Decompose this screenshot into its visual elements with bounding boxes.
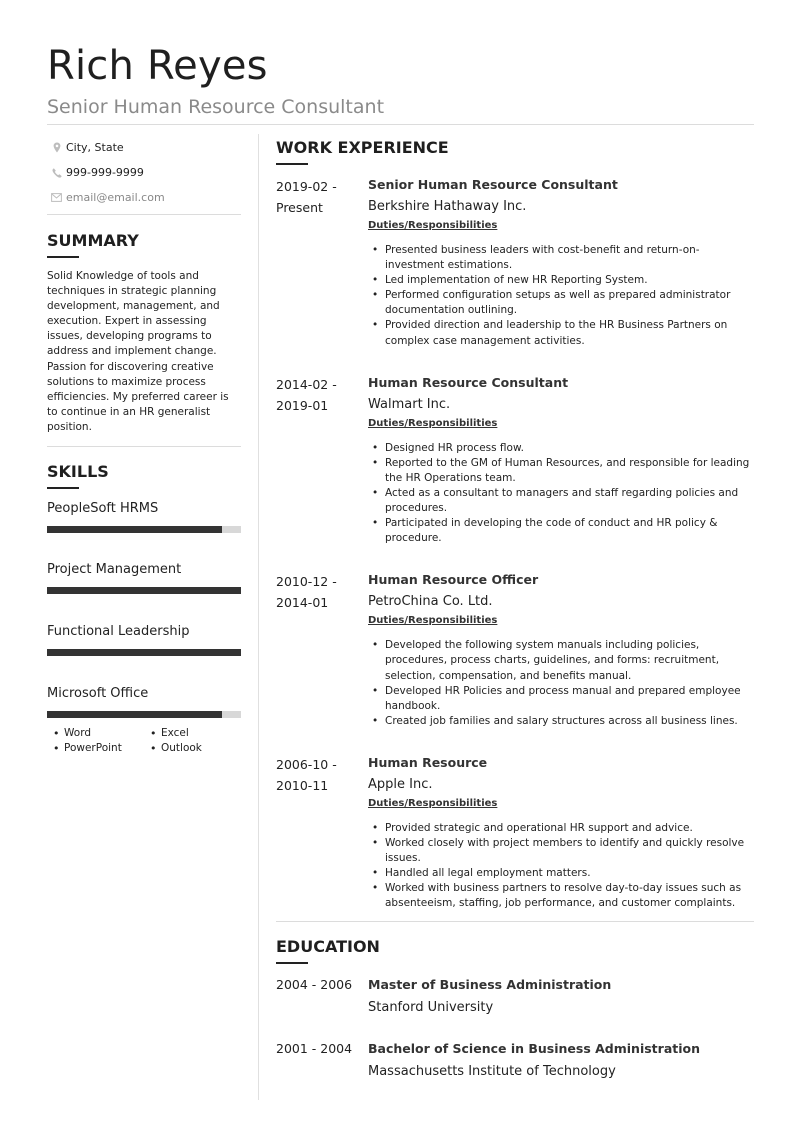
skill-item: [47, 685, 241, 718]
job-body: [368, 374, 754, 547]
skill-name: Microsoft Office: [47, 686, 149, 702]
skill-level-fill: [47, 587, 241, 594]
duty-item: • Led implementation of new HR Reporting System.: [368, 273, 754, 288]
skill-item: [47, 561, 241, 594]
skill-name: Functional Leadership: [47, 624, 190, 640]
column-divider: [258, 134, 259, 1100]
duties-label: Duties/Responsibilities: [368, 417, 498, 429]
education-dates: 2004 - 2006: [276, 977, 353, 993]
education-heading: EDUCATION: [276, 937, 380, 957]
job-date-start: 2010-12 -: [276, 574, 337, 590]
contact-phone: [47, 160, 241, 185]
phone-icon: [47, 168, 66, 178]
job-date-end: 2010-11: [276, 777, 329, 793]
skill-level-bar: [47, 649, 241, 656]
job-dates: [276, 571, 368, 729]
phone-text: 999-999-9999: [66, 166, 144, 179]
duties-label: Duties/Responsibilities: [368, 615, 498, 627]
heading-underline: [276, 163, 308, 165]
main-column: [276, 137, 754, 1081]
degree-title: Master of Business Administration: [368, 977, 612, 993]
job-date-end: 2019-01: [276, 397, 329, 413]
email-text[interactable]: email@email.com: [66, 191, 165, 204]
job-date-start: 2006-10 -: [276, 756, 337, 772]
contact-email: [47, 185, 241, 210]
skill-level-fill: [47, 526, 222, 533]
skill-level-bar: [47, 526, 241, 533]
envelope-icon: [47, 193, 66, 202]
duties-list: [368, 441, 754, 547]
sidebar-divider: [47, 214, 241, 215]
job-title: Human Resource: [368, 754, 488, 770]
duties-label: Duties/Responsibilities: [368, 797, 498, 809]
skill-level-fill: [47, 649, 241, 656]
education-section: [276, 936, 754, 1081]
job-date-start: 2014-02 -: [276, 376, 337, 392]
job-dates: [276, 374, 368, 547]
skill-name: Project Management: [47, 562, 182, 578]
map-pin-icon: [47, 142, 66, 153]
education-dates: 2001 - 2004: [276, 1041, 353, 1057]
duty-item: • Worked with business partners to resolve day-to-day issues such as absenteeism, staffing, job performance, and customer complaints.: [368, 881, 754, 911]
sidebar: [47, 135, 241, 756]
summary-text: Solid Knowledge of tools and techniques in strategic planning development, management, and execution. Expert in assessing issues, developing programs to address and implement change. Passion for discovering creative solutions to maximize process efficiencies. My preferred career is to continue in an HR generalist position.: [47, 270, 229, 433]
duties-list: [368, 821, 754, 912]
skill-item: [47, 623, 241, 656]
location-text: City, State: [66, 141, 124, 154]
skills-section: [47, 461, 241, 756]
job-company: PetroChina Co. Ltd.: [368, 594, 493, 610]
job-company: Apple Inc.: [368, 776, 433, 792]
school-name: Stanford University: [368, 1000, 494, 1016]
degree-title: Bachelor of Science in Business Administration: [368, 1041, 701, 1057]
job-title: Human Resource Officer: [368, 572, 539, 588]
duties-list: [368, 638, 754, 729]
job-body: [368, 571, 754, 729]
education-entry: [276, 976, 754, 1017]
job-date-start: 2019-02 -: [276, 179, 337, 194]
duty-item: • Participated in developing the code of conduct and HR policy & procedure.: [368, 516, 754, 546]
subskill-item: • PowerPoint: [47, 741, 144, 756]
subskill-item: • Outlook: [144, 741, 241, 756]
duty-item: • Developed the following system manuals including policies, procedures, process charts, guidelines, and forms: recruitment, selection, compensation, and benefits manual.: [368, 638, 754, 683]
heading-underline: [276, 962, 308, 964]
duty-item: • Created job families and salary structures across all business lines.: [368, 714, 754, 729]
job-entry: [276, 374, 754, 547]
education-body: [368, 976, 611, 1017]
job-date-end: 2014-01: [276, 595, 329, 611]
duty-item: • Reported to the GM of Human Resources, and responsible for leading the HR Operations team.: [368, 456, 754, 486]
office-subskills: [47, 726, 241, 756]
duty-item: • Worked closely with project members to identify and quickly resolve issues.: [368, 836, 754, 866]
skills-heading: SKILLS: [47, 462, 109, 482]
duties-label: Duties/Responsibilities: [368, 220, 498, 231]
header-divider: [47, 124, 754, 125]
heading-underline: [47, 487, 79, 489]
candidate-name: Rich Reyes: [47, 43, 268, 89]
work-heading: WORK EXPERIENCE: [276, 138, 449, 157]
job-company: Walmart Inc.: [368, 396, 451, 412]
skill-level-bar: [47, 711, 241, 718]
job-title: Senior Human Resource Consultant: [368, 177, 618, 192]
contact-location: [47, 135, 241, 160]
job-body: [368, 176, 754, 349]
section-divider: [276, 921, 754, 922]
duty-item: • Performed configuration setups as well as prepared administrator documentation outlining.: [368, 288, 754, 318]
job-company: Berkshire Hathaway Inc.: [368, 199, 527, 214]
duty-item: • Provided strategic and operational HR support and advice.: [368, 821, 754, 836]
job-entry: [276, 176, 754, 349]
job-body: [368, 754, 754, 912]
education-body: [368, 1040, 700, 1081]
job-title: Human Resource Consultant: [368, 374, 569, 390]
skill-name: PeopleSoft HRMS: [47, 501, 159, 517]
duty-item: • Handled all legal employment matters.: [368, 866, 754, 881]
school-name: Massachusetts Institute of Technology: [368, 1064, 616, 1080]
education-entry: [276, 1040, 754, 1081]
duty-item: • Designed HR process flow.: [368, 441, 754, 456]
skill-level-fill: [47, 711, 222, 718]
duty-item: • Presented business leaders with cost-benefit and return-on-investment estimations.: [368, 243, 754, 273]
job-entry: [276, 754, 754, 912]
candidate-title: Senior Human Resource Consultant: [47, 96, 385, 118]
job-date-end: Present: [276, 200, 323, 215]
summary-section: [47, 230, 241, 435]
skill-item: [47, 500, 241, 533]
heading-underline: [47, 256, 79, 258]
skill-level-bar: [47, 587, 241, 594]
job-dates: [276, 754, 368, 912]
duty-item: • Acted as a consultant to managers and staff regarding policies and procedures.: [368, 486, 754, 516]
job-dates: [276, 176, 368, 349]
summary-heading: SUMMARY: [47, 231, 139, 250]
subskill-item: • Word: [47, 726, 144, 741]
duty-item: • Provided direction and leadership to the HR Business Partners on complex case management activities.: [368, 318, 754, 348]
duties-list: [368, 243, 754, 349]
subskill-item: • Excel: [144, 726, 241, 741]
resume-header: [47, 40, 754, 120]
sidebar-divider: [47, 446, 241, 447]
duty-item: • Developed HR Policies and process manual and prepared employee handbook.: [368, 684, 754, 714]
job-entry: [276, 571, 754, 729]
